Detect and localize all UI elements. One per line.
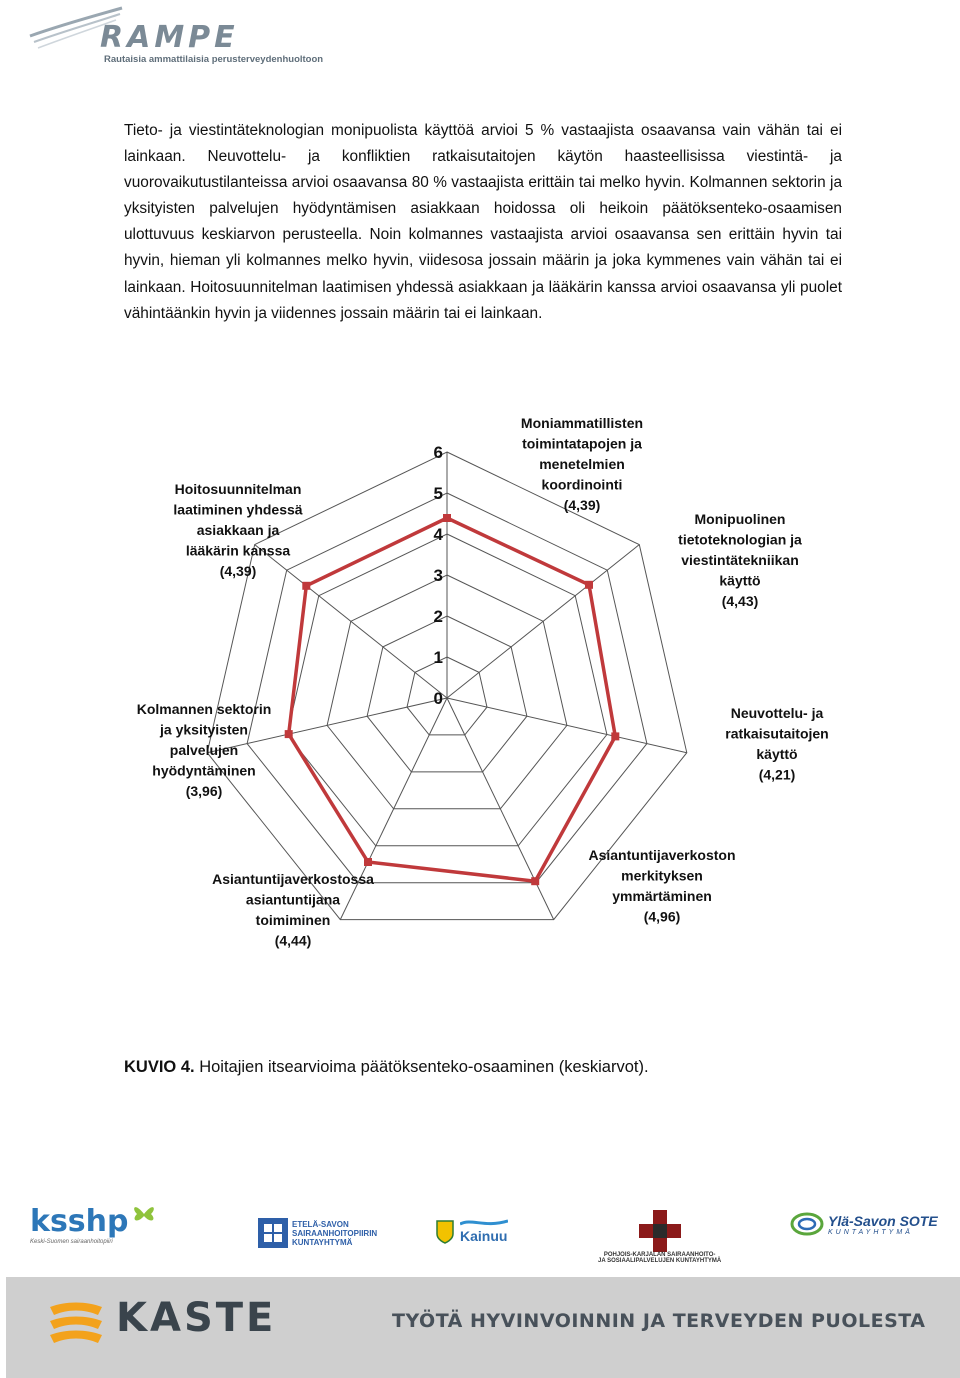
axis-label-line: lääkärin kanssa: [185, 542, 291, 559]
axis-label-line: käyttö: [756, 746, 798, 762]
ksshp-logo: [30, 1204, 157, 1245]
tick-label: 0: [433, 689, 443, 708]
tick-label: 3: [433, 566, 443, 585]
axis-label: [678, 511, 802, 609]
axis-label-line: asiantuntijana: [245, 891, 341, 908]
axis-label-line: (4,39): [563, 497, 601, 513]
etela-savo-line-3: KUNTAYHTYMÄ: [292, 1237, 353, 1247]
tick-label: 4: [433, 525, 443, 544]
pohjois-karjala-logo: [598, 1210, 721, 1264]
etela-savo-emblem-icon: [258, 1218, 288, 1248]
axis-label-line: (4,96): [643, 908, 681, 925]
ksshp-subtitle: Keski-Suomen sairaanhoitopiiri: [30, 1239, 113, 1245]
axis-label-line: merkityksen: [621, 867, 703, 884]
data-point: [611, 732, 619, 740]
axis-label: [137, 701, 272, 799]
axis-label: [173, 481, 302, 579]
axis-label-line: ymmärtäminen: [612, 888, 712, 904]
butterfly-icon: [131, 1200, 157, 1226]
data-point: [302, 582, 310, 590]
axis-label-line: tietoteknologian ja: [678, 531, 802, 548]
axis-label-line: ratkaisutaitojen: [725, 725, 829, 742]
grid-spoke: [447, 545, 639, 698]
caption-text: Hoitajien itsearvioima päätöksenteko-osaaminen (keskiarvot).: [194, 1058, 649, 1076]
yla-savo-swirl-icon: [790, 1210, 824, 1238]
footer-band: [6, 1277, 960, 1378]
kaste-text: KASTE: [116, 1295, 277, 1341]
kaste-emblem-icon: [46, 1299, 106, 1355]
axis-label: [521, 415, 643, 513]
axis-label-line: koordinointi: [541, 476, 623, 493]
tick-label: 2: [433, 607, 443, 626]
axis-label-line: (4,44): [274, 932, 312, 949]
ksshp-text: ksshp: [30, 1204, 129, 1239]
kainuu-wave-icon: [460, 1218, 508, 1228]
axis-label-line: toimiminen: [255, 912, 331, 928]
data-point: [443, 514, 451, 522]
grid-spoke: [255, 545, 447, 698]
yla-savo-text: Ylä-Savon SOTE: [828, 1212, 938, 1229]
axis-label-line: ja yksityisten: [160, 721, 248, 738]
axis-label-line: asiakkaan ja: [196, 522, 280, 538]
axis-label-line: Monipuolinen: [694, 511, 786, 527]
axis-label-line: Asiantuntijaverkostossa: [212, 871, 374, 887]
axis-label-line: (4,21): [758, 766, 796, 783]
logo-tagline: Rautaisia ammattilaisia perusterveydenhuoltoon: [104, 54, 324, 65]
kainuu-crest-icon: [436, 1220, 454, 1244]
axis-label-line: Asiantuntijaverkoston: [588, 847, 736, 863]
axis-label-line: (4,39): [219, 563, 257, 579]
axis-label-line: käyttö: [719, 572, 761, 589]
axis-label-line: Neuvottelu- ja: [730, 705, 824, 721]
axis-label: [212, 871, 374, 949]
caption-label: KUVIO 4.: [124, 1058, 195, 1076]
etela-savo-logo: [258, 1218, 377, 1248]
etela-savo-line-2: SAIRAANHOITOPIIRIN: [292, 1228, 378, 1238]
body-paragraph: Tieto- ja viestintäteknologian monipuolista käyttöä arvioi 5 % vastaajista osaavansa vain vähän tai ei lainkaan. Neuvottelu- ja konfliktien ratkaisutaitojen käytön haasteellisissa viestintä- ja vuorovaikutustilanteissa arvioi osaavansa 80 % vastaajista erittäin tai melko hyvin. Kolmannen sektorin ja yksityisten palvelujen hyödyntämisen asiakkaan hoidossa oli heikoin päätöksenteko-osaamisen ulottuvuus keskiarvon perusteella. Noin kolmannes vastaajista arvioi osaavansa sen erittäin hyvin tai hyvin, hieman yli kolmannes melko hyvin, viidesosa jossain määrin ja joka kymmenes vain vähän tai ei lainkaan. Hoitosuunnitelman laatimisen yhdessä asiakkaan ja lääkärin kanssa arvioi osaavansa yli puolet vähintäänkin hyvin ja viidennes jossain määrin tai ei lainkaan.: [124, 122, 842, 322]
footer-slogan: TYÖTÄ HYVINVOINNIN JA TERVEYDEN PUOLESTA: [392, 1310, 926, 1332]
axis-label: [588, 847, 735, 925]
axis-label-line: viestintätekniikan: [681, 552, 799, 568]
axis-label-line: Hoitosuunnitelman: [174, 481, 302, 497]
axis-label-line: (3,96): [185, 783, 223, 799]
axis-label-line: Kolmannen sektorin: [136, 701, 272, 717]
rampe-logo: [24, 6, 324, 68]
tick-label: 1: [433, 648, 443, 667]
data-point: [364, 858, 372, 866]
axis-label-line: toimintatapojen ja: [522, 435, 642, 452]
logo-text: RAMPE: [100, 20, 239, 55]
red-cross-icon: [637, 1210, 683, 1252]
yla-savon-sote-logo: [790, 1210, 938, 1238]
axis-label-line: (4,43): [721, 593, 759, 609]
data-point: [285, 730, 293, 738]
axis-label: [725, 705, 828, 783]
kainuu-text: Kainuu: [460, 1228, 508, 1244]
radar-chart: [120, 400, 850, 1060]
etela-savo-line-1: ETELÄ-SAVON: [292, 1219, 349, 1229]
tick-label: 5: [433, 484, 443, 503]
kainuu-logo: [436, 1218, 508, 1246]
axis-label-line: hyödyntäminen: [152, 762, 256, 779]
data-point: [585, 581, 593, 589]
grid-spoke: [447, 698, 687, 753]
pohjois-karjala-line-2: JA SOSIAALIPALVELUJEN KUNTAYHTYMÄ: [598, 1258, 722, 1264]
partner-logos: [0, 1200, 960, 1270]
pohjois-karjala-line-1: POHJOIS-KARJALAN SAIRAANHOITO-: [603, 1252, 716, 1258]
yla-savo-subtitle: KUNTAYHTYMÄ: [828, 1228, 913, 1236]
data-point: [531, 877, 539, 885]
axis-label-line: Moniammatillisten: [520, 415, 644, 431]
axis-label-line: laatiminen yhdessä: [173, 501, 303, 518]
axis-label-line: palvelujen: [169, 742, 239, 758]
tick-label: 6: [433, 443, 443, 462]
axis-label-line: menetelmien: [539, 456, 625, 472]
figure-caption: [124, 1058, 649, 1077]
